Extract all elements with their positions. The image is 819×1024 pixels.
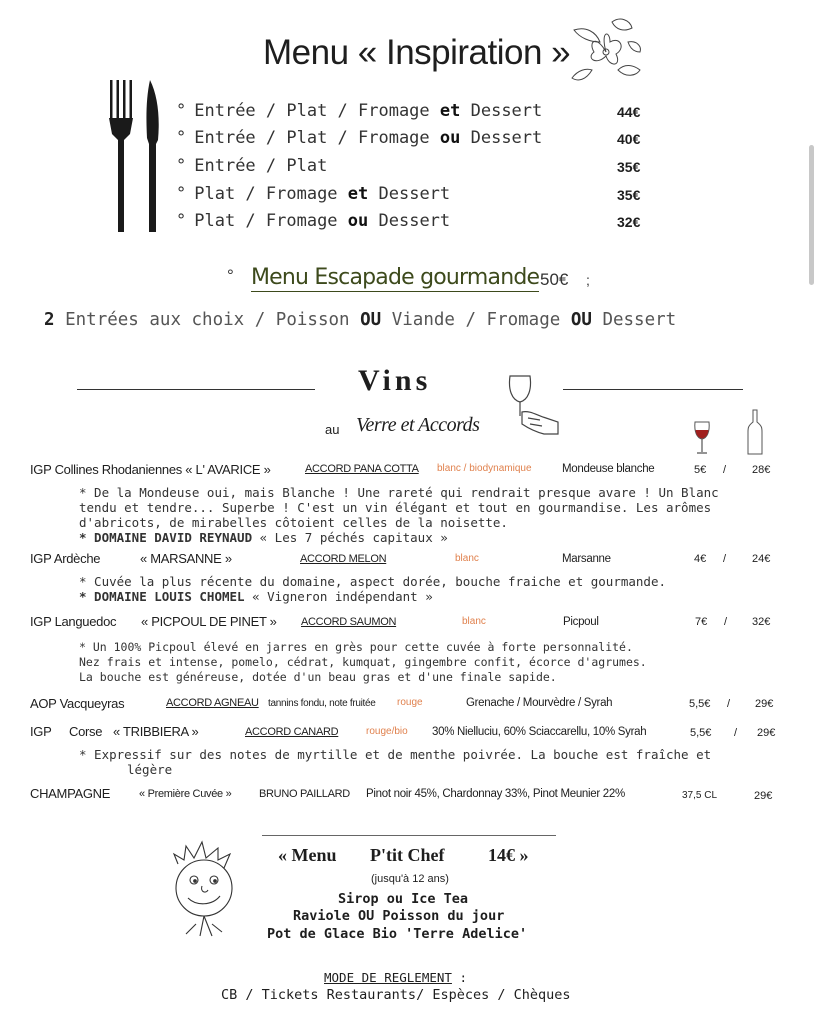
wine4-sep: / (727, 698, 731, 710)
wine3-style: blanc (462, 616, 486, 627)
wine5-style: rouge/bio (366, 726, 408, 737)
wine5-origin-b: Corse (69, 724, 103, 739)
formula-line: ° Entrée / Plat (176, 156, 328, 176)
flower-icon (566, 12, 646, 92)
formula-bullet: ° (176, 128, 187, 148)
wine2-domain: * DOMAINE LOUIS CHOMEL « Vigneron indépendant » (79, 589, 433, 604)
wine1-desc-2: tendu et tendre... Superbe ! C'est un vin élégant et tout en gourmandise. Les arômes (79, 500, 712, 515)
wine3-desc-3: La bouche est généreuse, dotée d'un beau gras et d'une finale sapide. (79, 670, 557, 684)
formula-price: 32€ (617, 214, 641, 230)
wine5-origin-a: IGP (30, 724, 52, 739)
wine3-desc-1: * Un 100% Picpoul élevé en jarres en grès pour cette cuvée à forte personnalité. (79, 640, 633, 654)
escapade-bullet: ° (227, 266, 234, 285)
wine1-desc-1: * De la Mondeuse oui, mais Blanche ! Une rareté qui rendrait presque avare ! Un Blanc (79, 485, 719, 500)
kids-item-2: Raviole OU Poisson du jour (293, 908, 505, 924)
wines-sub-script: Verre et Accords (356, 414, 480, 436)
formula-bullet: ° (176, 184, 187, 204)
kids-title-a: « Menu (278, 845, 337, 865)
wine5-bottle-price: 29€ (757, 727, 776, 739)
payment-label: MODE DE REGLEMENT : (324, 970, 467, 985)
wine3-glass-price: 7€ (695, 616, 708, 628)
wine4-style: rouge (397, 697, 423, 708)
wine6-bottle-price: 29€ (754, 790, 773, 802)
payment-methods: CB / Tickets Restaurants/ Espèces / Chèques (221, 987, 571, 1003)
formula-line: ° Plat / Fromage ou Dessert (176, 211, 451, 231)
wine3-origin: IGP Languedoc (30, 614, 117, 629)
formula-line: ° Plat / Fromage et Dessert (176, 184, 451, 204)
wines-sub-au: au (325, 422, 340, 437)
wine4-bottle-price: 29€ (755, 698, 774, 710)
wine2-name: « MARSANNE » (140, 551, 232, 566)
wine3-name: « PICPOUL DE PINET » (141, 614, 277, 629)
wine1-domain: * DOMAINE DAVID REYNAUD « Les 7 péchés capitaux » (79, 530, 448, 545)
wine5-glass-price: 5,5€ (690, 727, 712, 739)
formula-line: ° Entrée / Plat / Fromage ou Dessert (176, 128, 543, 148)
wine2-accord: ACCORD MELON (300, 553, 387, 565)
wine1-grape: Mondeuse blanche (562, 463, 655, 475)
escapade-title: Menu Escapade gourmande (251, 265, 540, 290)
wine1-glass-price: 5€ (694, 464, 707, 476)
wine-glass-hand-icon (504, 372, 562, 438)
wine3-desc-2: Nez frais et intense, pomelo, cédrat, kumquat, gingembre confit, écorce d'agrumes. (79, 655, 647, 669)
wine3-accord: ACCORD SAUMON (301, 616, 397, 628)
formula-price: 44€ (617, 104, 641, 120)
wine1-accord: ACCORD PANA COTTA (305, 463, 419, 475)
wine2-origin: IGP Ardèche (30, 551, 101, 566)
cutlery-icon (104, 78, 166, 236)
wine1-style: blanc / biodynamique (437, 463, 532, 474)
wine2-grape: Marsanne (562, 553, 611, 565)
wine6-producer: BRUNO PAILLARD (259, 788, 350, 800)
wine3-sep: / (724, 616, 728, 628)
formula-price: 35€ (617, 187, 641, 203)
wine2-glass-price: 4€ (694, 553, 707, 565)
wine2-style: blanc (455, 553, 479, 564)
wine3-bottle-price: 32€ (752, 616, 771, 628)
kids-item-3: Pot de Glace Bio 'Terre Adelice' (267, 926, 528, 942)
kids-divider (262, 835, 556, 836)
wine2-sep: / (723, 553, 727, 565)
formula-price: 40€ (617, 131, 641, 147)
wine6-origin: CHAMPAGNE (30, 786, 111, 801)
wine1-origin: IGP Collines Rhodaniennes « L' AVARICE » (30, 462, 271, 477)
escapade-suffix: ; (586, 272, 590, 288)
wine2-desc-1: * Cuvée la plus récente du domaine, aspect dorée, bouche fraiche et gourmande. (79, 574, 666, 589)
wine4-origin: AOP Vacqueyras (30, 696, 125, 711)
bottle-icon (746, 408, 764, 456)
wine1-desc-3: d'abricots, de mirabelles côtoient celles de la noisette. (79, 515, 508, 530)
wine6-grape: Pinot noir 45%, Chardonnay 33%, Pinot Meunier 22% (366, 788, 625, 800)
wine4-note: tannins fondu, note fruitée (268, 698, 376, 709)
wine1-sep: / (723, 464, 727, 476)
wine3-grape: Picpoul (563, 616, 599, 628)
scrollbar[interactable] (809, 145, 814, 285)
wine6-name: « Première Cuvée » (139, 788, 232, 800)
kids-item-1: Sirop ou Ice Tea (338, 891, 469, 907)
wine4-glass-price: 5,5€ (689, 698, 711, 710)
formula-line: ° Entrée / Plat / Fromage et Dessert (176, 101, 543, 121)
formula-price: 35€ (617, 159, 641, 175)
wine5-grape: 30% Nielluciu, 60% Sciaccarellu, 10% Syrah (432, 726, 647, 738)
page-title: Menu « Inspiration » (263, 33, 571, 72)
wine5-name: « TRIBBIERA » (113, 724, 199, 739)
wine5-desc-2: légère (127, 762, 173, 777)
kids-title-b: P'tit Chef (370, 845, 445, 865)
wine6-volume: 37,5 CL (682, 790, 718, 801)
kids-price: 14€ » (488, 845, 529, 865)
escapade-detail: 2 Entrées aux choix / Poisson OU Viande / Fromage OU Dessert (44, 310, 677, 330)
formula-bullet: ° (176, 211, 187, 231)
divider-left (77, 389, 315, 390)
formula-bullet: ° (176, 101, 187, 121)
wines-title: Vins (358, 364, 432, 397)
wine4-accord: ACCORD AGNEAU (166, 697, 259, 709)
kids-age: (jusqu'à 12 ans) (371, 873, 449, 885)
wine5-accord: ACCORD CANARD (245, 726, 339, 738)
divider-right (563, 389, 743, 390)
wine4-grape: Grenache / Mourvèdre / Syrah (466, 697, 613, 709)
escapade-price: 50€ (540, 270, 569, 289)
glass-of-wine-icon (692, 420, 712, 456)
wine2-bottle-price: 24€ (752, 553, 771, 565)
wine5-desc-1: * Expressif sur des notes de myrtille et de menthe poivrée. La bouche est fraîche et (79, 747, 712, 762)
chef-boy-drawing-icon (164, 840, 254, 942)
wine1-bottle-price: 28€ (752, 464, 771, 476)
formula-bullet: ° (176, 156, 187, 176)
wine5-sep: / (734, 727, 738, 739)
